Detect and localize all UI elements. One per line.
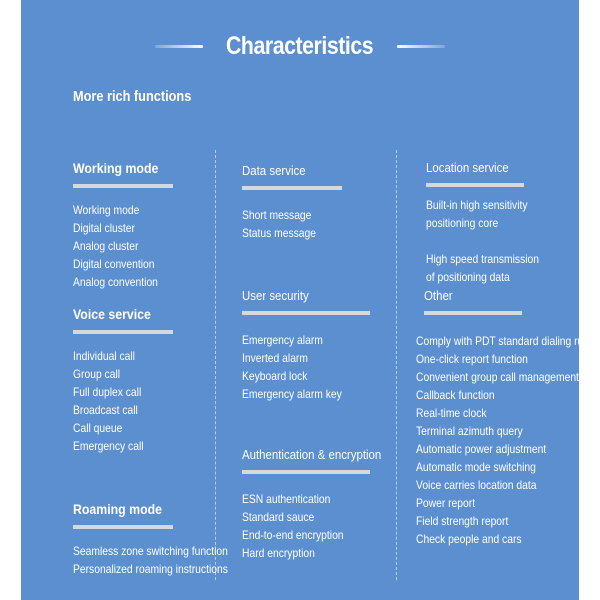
- list-item: Field strength report: [416, 514, 509, 528]
- item-list: [242, 490, 382, 562]
- title-rule-left: [155, 45, 203, 48]
- section-other: [416, 332, 597, 548]
- list-item: Keyboard lock: [242, 369, 308, 383]
- list-item: Built-in high sensitivity: [426, 198, 528, 212]
- section-heading: Location service: [426, 160, 509, 175]
- section-underline: [242, 186, 342, 190]
- list-item: Short message: [242, 208, 312, 222]
- section-user-security: [242, 287, 372, 403]
- title-rule-right: [397, 45, 445, 48]
- list-item: Real-time clock: [416, 406, 487, 420]
- list-item: Group call: [73, 367, 121, 381]
- page-title: Characteristics: [226, 31, 374, 60]
- item-list: [73, 201, 193, 291]
- list-item: Emergency alarm: [242, 333, 323, 347]
- item-list: [242, 206, 372, 242]
- section-heading: Working mode: [73, 160, 159, 176]
- section-voice-service: [73, 306, 193, 455]
- list-item: High speed transmission: [426, 252, 540, 266]
- section-heading: Voice service: [73, 306, 151, 322]
- section-working-mode: [73, 160, 193, 291]
- list-item: Standard sauce: [242, 510, 315, 524]
- section-heading: Authentication & encryption: [242, 447, 382, 462]
- list-item: Personalized roaming instructions: [73, 562, 228, 576]
- list-item: Terminal azimuth query: [416, 424, 523, 438]
- list-item: Power report: [416, 496, 476, 510]
- list-item: Broadcast call: [73, 403, 138, 417]
- column-divider-1: [215, 150, 216, 580]
- list-item: Call queue: [73, 421, 123, 435]
- section-underline: [242, 470, 370, 474]
- list-item: Callback function: [416, 388, 495, 402]
- item-list: [73, 347, 193, 455]
- list-item: Emergency call: [73, 439, 144, 453]
- list-item: Analog convention: [73, 275, 158, 289]
- section-heading: User security: [242, 288, 309, 303]
- list-item: Status message: [242, 226, 317, 240]
- list-item: Full duplex call: [73, 385, 142, 399]
- characteristics-panel: [21, 0, 597, 600]
- section-underline: [73, 184, 173, 188]
- list-item: Automatic power adjustment: [416, 442, 547, 456]
- item-list: [416, 332, 597, 548]
- item-list: [242, 331, 372, 403]
- title-row: [21, 30, 579, 62]
- list-item: Comply with PDT standard dialing rules: [416, 334, 597, 348]
- list-item: Digital cluster: [73, 221, 135, 235]
- item-list: [426, 196, 566, 286]
- list-item: Automatic mode switching: [416, 460, 536, 474]
- column-divider-2: [396, 150, 397, 580]
- list-item: Check people and cars: [416, 532, 522, 546]
- list-item: Seamless zone switching function: [73, 544, 228, 558]
- list-item: Inverted alarm: [242, 351, 308, 365]
- item-list: [73, 542, 228, 578]
- list-item: Voice carries location data: [416, 478, 537, 492]
- section-heading: Roaming mode: [73, 501, 162, 517]
- section-underline: [426, 183, 524, 187]
- section-underline: [242, 311, 370, 315]
- list-item: End-to-end encryption: [242, 528, 344, 542]
- list-item: of positioning data: [426, 270, 510, 284]
- list-item: positioning core: [426, 216, 499, 230]
- section-other-heading: [424, 287, 564, 315]
- list-item: ESN authentication: [242, 492, 331, 506]
- section-heading: Other: [424, 288, 453, 303]
- section-location-service: [426, 159, 566, 286]
- list-item: One-click report function: [416, 352, 528, 366]
- list-item: Emergency alarm key: [242, 387, 342, 401]
- list-item: Hard encryption: [242, 546, 315, 560]
- list-item: Working mode: [73, 203, 140, 217]
- list-item: Digital convention: [73, 257, 155, 271]
- section-underline: [73, 525, 173, 529]
- list-item: Individual call: [73, 349, 135, 363]
- section-roaming-mode: [73, 501, 228, 578]
- list-item: Analog cluster: [73, 239, 139, 253]
- section-data-service: [242, 162, 372, 242]
- section-heading: Data service: [242, 163, 306, 178]
- subtitle: More rich functions: [73, 88, 192, 105]
- list-item: Convenient group call management: [416, 370, 579, 384]
- section-underline: [424, 311, 522, 315]
- section-authentication-encryption: [242, 446, 382, 562]
- section-underline: [73, 330, 173, 334]
